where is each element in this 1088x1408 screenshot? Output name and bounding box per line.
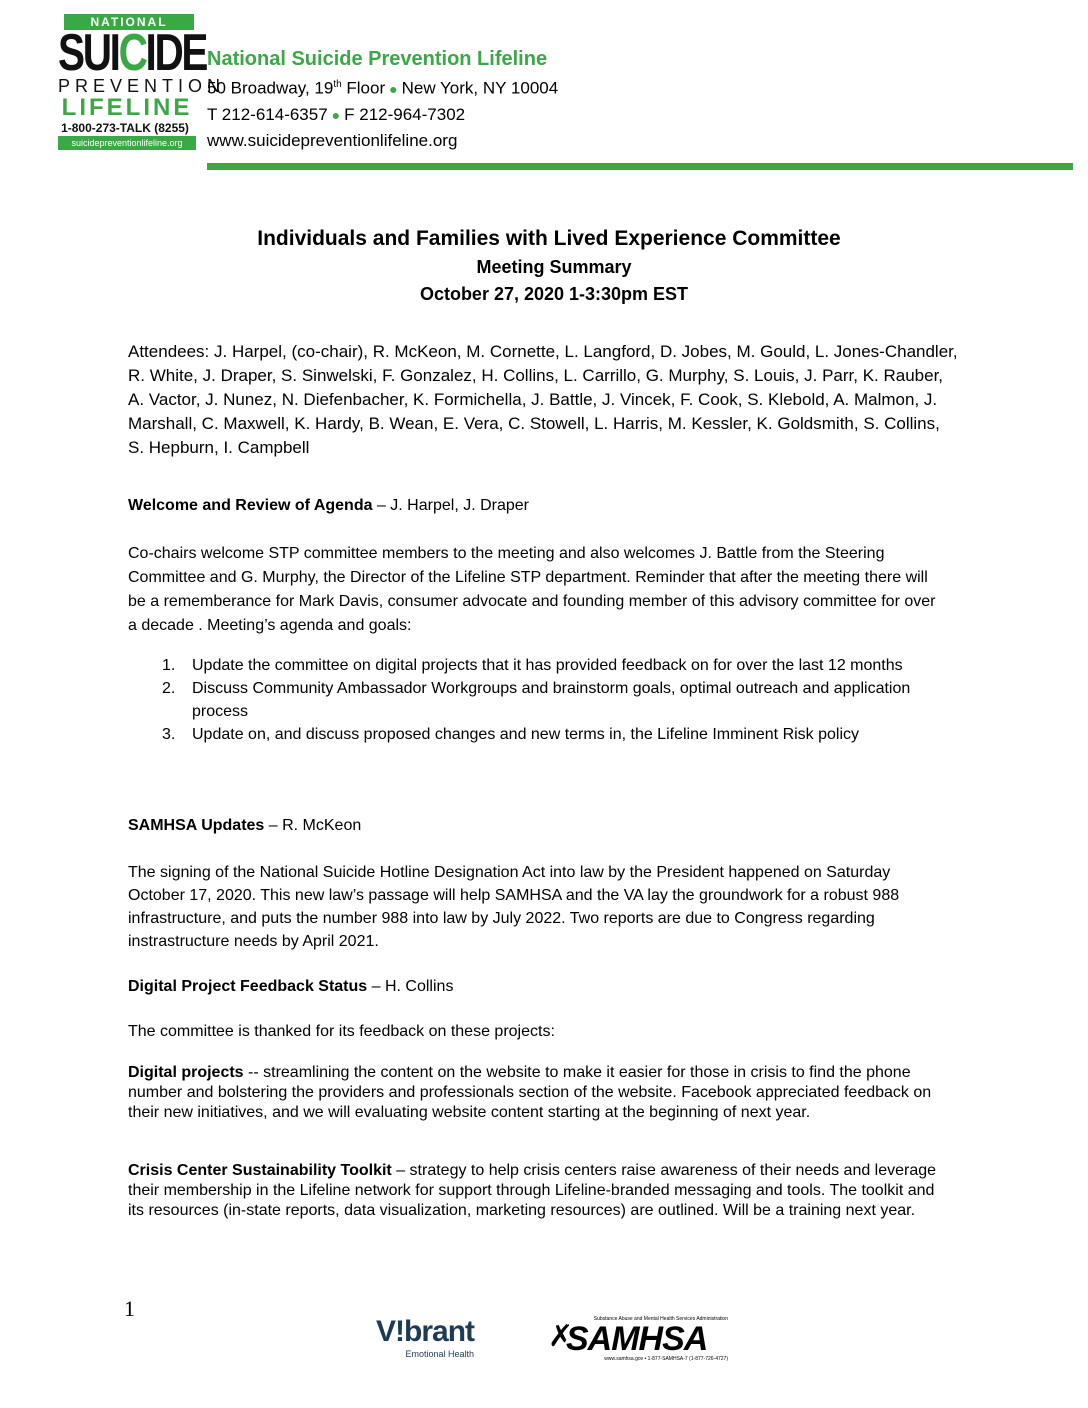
welcome-section	[128, 495, 948, 517]
org-website[interactable]: www.suicidepreventionlifeline.org	[207, 130, 458, 150]
samhsa-heading: SAMHSA Updates	[128, 817, 265, 834]
address-street: 50 Broadway, 19	[207, 78, 334, 98]
digital-heading: Digital Project Feedback Status	[128, 978, 368, 995]
vibrant-subtitle: Emotional Health	[405, 1349, 475, 1359]
samhsa-tagline: Substance Abuse and Mental Health Services Administration	[593, 1316, 728, 1322]
vibrant-rest: brant	[404, 1315, 475, 1348]
digital-projects-label: Digital projects	[128, 1064, 244, 1081]
logo-suicide	[58, 24, 207, 82]
vibrant-bang: !	[395, 1315, 405, 1348]
agenda-goals	[128, 654, 948, 746]
samhsa-presenters: – R. McKeon	[264, 817, 362, 834]
logo-suicide-post: IDE	[145, 24, 207, 82]
person-figure-icon: ✗	[548, 1320, 574, 1353]
goal-number: 3.	[162, 726, 176, 743]
logo-national: NATIONAL	[64, 14, 194, 30]
org-fax: F 212-964-7302	[344, 104, 466, 124]
goal-text: Update the committee on digital projects that it has provided feedback on for over the last 12 months	[192, 657, 903, 674]
welcome-presenters: – J. Harpel, J. Draper	[372, 497, 529, 514]
header-divider	[207, 163, 1073, 170]
goal-item	[128, 677, 948, 723]
toolkit-label: Crisis Center Sustainability Toolkit	[128, 1162, 392, 1179]
vibrant-v: V	[376, 1315, 396, 1348]
lifeline-logo	[40, 14, 226, 172]
document-titles	[0, 224, 1088, 308]
goal-number: 2.	[162, 680, 176, 697]
welcome-heading: Welcome and Review of Agenda	[128, 497, 373, 514]
bullet-dot-icon: ●	[389, 80, 398, 97]
page-number: 1	[124, 1296, 135, 1321]
toolkit-text: – strategy to help crisis centers raise awareness of their needs and leverage their membership in the Lifeline network for support through Lifeline-branded messaging and tools. The toolkit and its resources (in-state reports, data visualization, marketing resources) are outlined. Will be a training next year.	[128, 1162, 937, 1219]
bullet-dot-icon: ●	[331, 106, 341, 123]
org-phone-fax	[207, 102, 558, 128]
address-sup: th	[333, 79, 342, 90]
goal-number: 1.	[162, 657, 176, 674]
digital-intro	[128, 1021, 948, 1043]
attendees-block	[128, 340, 958, 460]
welcome-text: Co-chairs welcome STP committee members to the meeting and also welcomes J. Battle from the Steering Committee and G. Murphy, the Director of the Lifeline STP department. Reminder that after the meeting there will be a rememberance for Mark Davis, consumer advocate and founding member of this advisory committee for over a decade . Meeting’s agenda and goals:	[128, 545, 936, 634]
org-name: National Suicide Prevention Lifeline	[207, 48, 548, 70]
goal-item	[128, 723, 948, 746]
digital-presenters: – H. Collins	[367, 978, 454, 995]
attendees-text: Attendees: J. Harpel, (co-chair), R. McKeon, M. Cornette, L. Langford, D. Jobes, M. Gould, L. Jones-Chandler, R. White, J. Draper, S. Sinwelski, F. Gonzalez, H. Collins, L. Carrillo, G. Murphy, S. Louis, J. Parr, K. Rauber, A. Vactor, J. Nunez, N. Diefenbacher, K. Formichella, J. Battle, J. Vincek, F. Cook, S. Klebold, A. Malmon, J. Marshall, C. Maxwell, K. Hardy, B. Wean, E. Vera, C. Stowell, L. Harris, M. Kessler, K. Goldsmith, S. Collins, S. Hepburn, I. Campbell	[128, 342, 958, 457]
org-address	[207, 72, 558, 102]
samhsa-text: The signing of the National Suicide Hotline Designation Act into law by the President happened on Saturday October 17, 2020. This new law’s passage will help SAMHSA and the VA lay the groundwork for a robust 988 infrastructure, and puts the number 988 into law by July 2022. Two reports are due to Congress regarding instrastructure needs by April 2021.	[128, 864, 900, 950]
address-floor: Floor	[341, 78, 386, 98]
samhsa-logo	[548, 1316, 728, 1362]
phone-c-icon: C	[118, 24, 146, 82]
digital-intro-text: The committee is thanked for its feedback on these projects:	[128, 1023, 555, 1040]
digital-projects-text: -- streamlining the content on the website to make it easier for those in crisis to find the phone number and bolstering the providers and professionals section of the website. Facebook appreciated feedback on their new initiatives, and we will evaluating website content starting at the beginning of next year.	[128, 1064, 932, 1121]
committee-title: Individuals and Families with Lived Experience Committee	[257, 227, 841, 250]
logo-prevention: PREVENTION	[58, 76, 226, 96]
samhsa-contact: www.samhsa.gov • 1-877-SAMHSA-7 (1-877-726-4727)	[604, 1356, 728, 1362]
logo-suicide-pre: SUI	[58, 24, 119, 82]
goal-item	[128, 654, 948, 677]
goal-text: Discuss Community Ambassador Workgroups and brainstorm goals, optimal outreach and application process	[192, 680, 911, 720]
meeting-date: October 27, 2020 1-3:30pm EST	[419, 284, 689, 304]
org-phone: T 212-614-6357	[207, 104, 328, 124]
samhsa-wordmark: SAMHSA	[566, 1320, 708, 1358]
meeting-summary-title: Meeting Summary	[476, 257, 632, 277]
logo-talk-number: 1-800-273-TALK (8255)	[61, 121, 189, 135]
toolkit	[128, 1161, 948, 1221]
digital-projects	[128, 1063, 948, 1123]
digital-section	[128, 976, 948, 998]
goal-text: Update on, and discuss proposed changes and new terms in, the Lifeline Imminent Risk policy	[192, 726, 860, 743]
vibrant-logo	[376, 1316, 474, 1360]
samhsa-body	[128, 861, 948, 953]
org-contact-block	[207, 46, 558, 153]
address-city: New York, NY 10004	[401, 78, 559, 98]
samhsa-section	[128, 815, 948, 837]
welcome-body	[128, 542, 948, 638]
logo-url: suicidepreventionlifeline.org	[58, 136, 196, 150]
logo-lifeline: LIFELINE	[61, 94, 193, 121]
